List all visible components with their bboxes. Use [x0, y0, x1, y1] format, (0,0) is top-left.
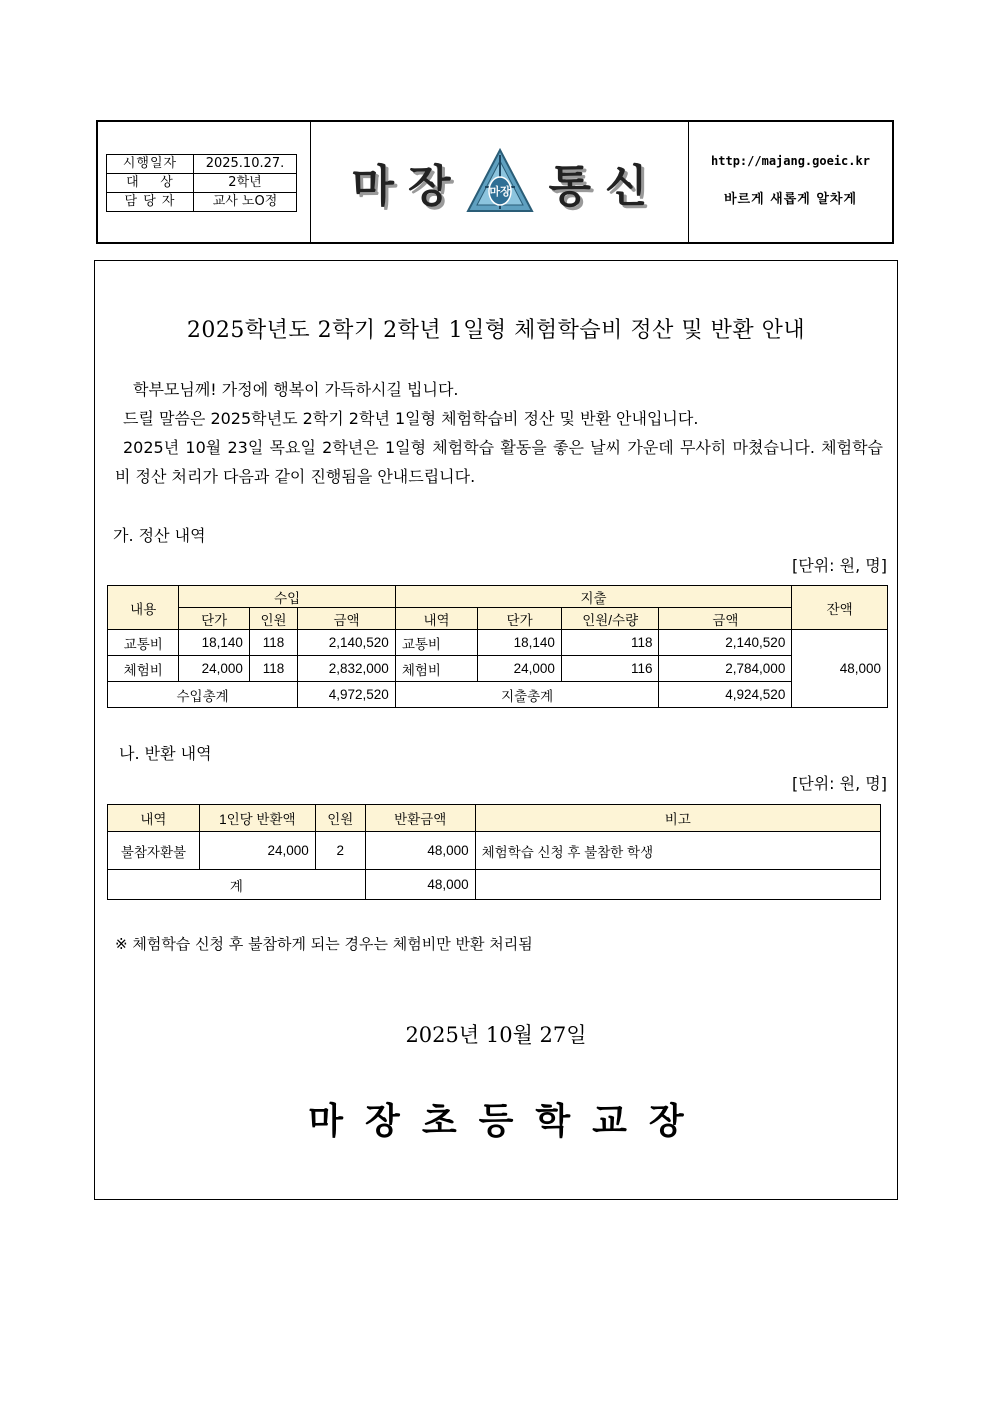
info-row [107, 155, 297, 174]
principal-signature: 마장초등학교장 [308, 1101, 706, 1142]
table-cell: 48,000 [365, 832, 475, 870]
table-cell: 18,140 [478, 630, 562, 656]
masthead-char: 신 [605, 161, 648, 212]
site-cell [689, 122, 892, 242]
table-header-row [108, 586, 888, 608]
table-total-row [108, 682, 888, 708]
section-heading-settlement: 가. 정산 내역 [113, 526, 206, 545]
table-cell: 118 [561, 630, 659, 656]
intro-paragraph: 드릴 말씀은 2025학년도 2학기 2학년 1일형 체험학습비 정산 및 반환 안내입니다. [123, 409, 699, 428]
masthead-char: 마 [351, 161, 394, 212]
header-cell: 지출 [395, 586, 792, 608]
table-cell: 118 [249, 630, 297, 656]
header-cell: 잔액 [792, 586, 888, 630]
header-cell: 수입 [179, 586, 395, 608]
page-title: 2025학년도 2학기 2학년 1일형 체험학습비 정산 및 반환 안내 [186, 318, 806, 343]
table-cell: 불참자환불 [108, 832, 200, 870]
table-cell: 2,832,000 [298, 656, 396, 682]
total-value: 4,924,520 [659, 682, 792, 708]
total-value: 48,000 [365, 870, 475, 900]
table-header-row [108, 608, 888, 630]
header-cell: 비고 [475, 805, 880, 832]
table-cell: 116 [561, 656, 659, 682]
refund-note: ※ 체험학습 신청 후 불참하게 되는 경우는 체험비만 반환 처리됨 [115, 935, 533, 953]
unit-label: [단위: 원, 명] [792, 556, 887, 575]
table-cell: 24,000 [199, 832, 315, 870]
header-cell: 인원 [315, 805, 365, 832]
table-cell: 118 [249, 656, 297, 682]
table-cell: 체험비 [108, 656, 179, 682]
info-value: 2학년 [194, 174, 297, 193]
issue-date: 2025년 10월 27일 [405, 1023, 587, 1047]
info-value: 2025.10.27. [194, 155, 297, 174]
table-cell: 2 [315, 832, 365, 870]
school-logo-icon [465, 147, 535, 217]
header-cell: 내용 [108, 586, 179, 630]
info-row [107, 174, 297, 193]
header-cell: 인원/수량 [561, 608, 659, 630]
info-row [107, 193, 297, 212]
table-row [108, 630, 888, 656]
masthead-title [311, 122, 688, 242]
total-value: 4,972,520 [298, 682, 396, 708]
table-row [108, 832, 881, 870]
table-cell: 2,140,520 [659, 630, 792, 656]
balance-cell: 48,000 [792, 630, 888, 708]
masthead-cell [311, 122, 689, 242]
total-label: 계 [108, 870, 366, 900]
header-cell: 내역 [108, 805, 200, 832]
table-cell [475, 870, 880, 900]
header-cell: 단가 [478, 608, 562, 630]
header-cell: 금액 [298, 608, 396, 630]
info-label: 대 상 [107, 174, 194, 193]
greeting-paragraph: 학부모님께! 가정에 행복이 가득하시길 빕니다. [133, 380, 459, 399]
info-table [106, 154, 297, 212]
table-cell: 교통비 [108, 630, 179, 656]
site-url-link[interactable]: http://majang.goeic.kr [711, 154, 870, 168]
header-cell: 인원 [249, 608, 297, 630]
table-cell: 2,784,000 [659, 656, 792, 682]
table-cell: 18,140 [179, 630, 249, 656]
table-cell: 체험학습 신청 후 불참한 학생 [475, 832, 880, 870]
info-cell [98, 122, 311, 242]
info-value: 교사 노O정 [194, 193, 297, 212]
table-row [108, 656, 888, 682]
header-cell: 내역 [395, 608, 478, 630]
header-cell: 단가 [179, 608, 249, 630]
newsletter-header [96, 120, 894, 244]
info-label: 시행일자 [107, 155, 194, 174]
body-paragraph: 2025년 10월 23일 목요일 2학년은 1일형 체험학습 활동을 좋은 날씨 가운데 무사히 마쳤습니다. 체험학습비 정산 처리가 다음과 같이 진행됨을 안내드립니다. [115, 438, 883, 486]
section-heading-refund: 나. 반환 내역 [119, 744, 212, 763]
table-cell: 2,140,520 [298, 630, 396, 656]
table-total-row [108, 870, 881, 900]
masthead-char: 장 [407, 161, 451, 212]
header-cell: 반환금액 [365, 805, 475, 832]
table-header-row [108, 805, 881, 832]
unit-label: [단위: 원, 명] [792, 774, 887, 793]
settlement-table [107, 585, 888, 708]
notice-body [94, 260, 898, 1200]
header-cell: 1인당 반환액 [199, 805, 315, 832]
masthead-char: 통 [548, 161, 592, 212]
total-label: 수입총계 [108, 682, 298, 708]
header-cell: 금액 [659, 608, 792, 630]
refund-table [107, 804, 881, 900]
logo-text: 마장 [488, 185, 511, 198]
table-cell: 체험비 [395, 656, 478, 682]
table-cell: 24,000 [478, 656, 562, 682]
table-cell: 교통비 [395, 630, 478, 656]
table-cell: 24,000 [179, 656, 249, 682]
school-motto: 바르게 새롭게 알차게 [723, 192, 858, 207]
info-label: 담 당 자 [107, 193, 194, 212]
total-label: 지출총계 [395, 682, 659, 708]
